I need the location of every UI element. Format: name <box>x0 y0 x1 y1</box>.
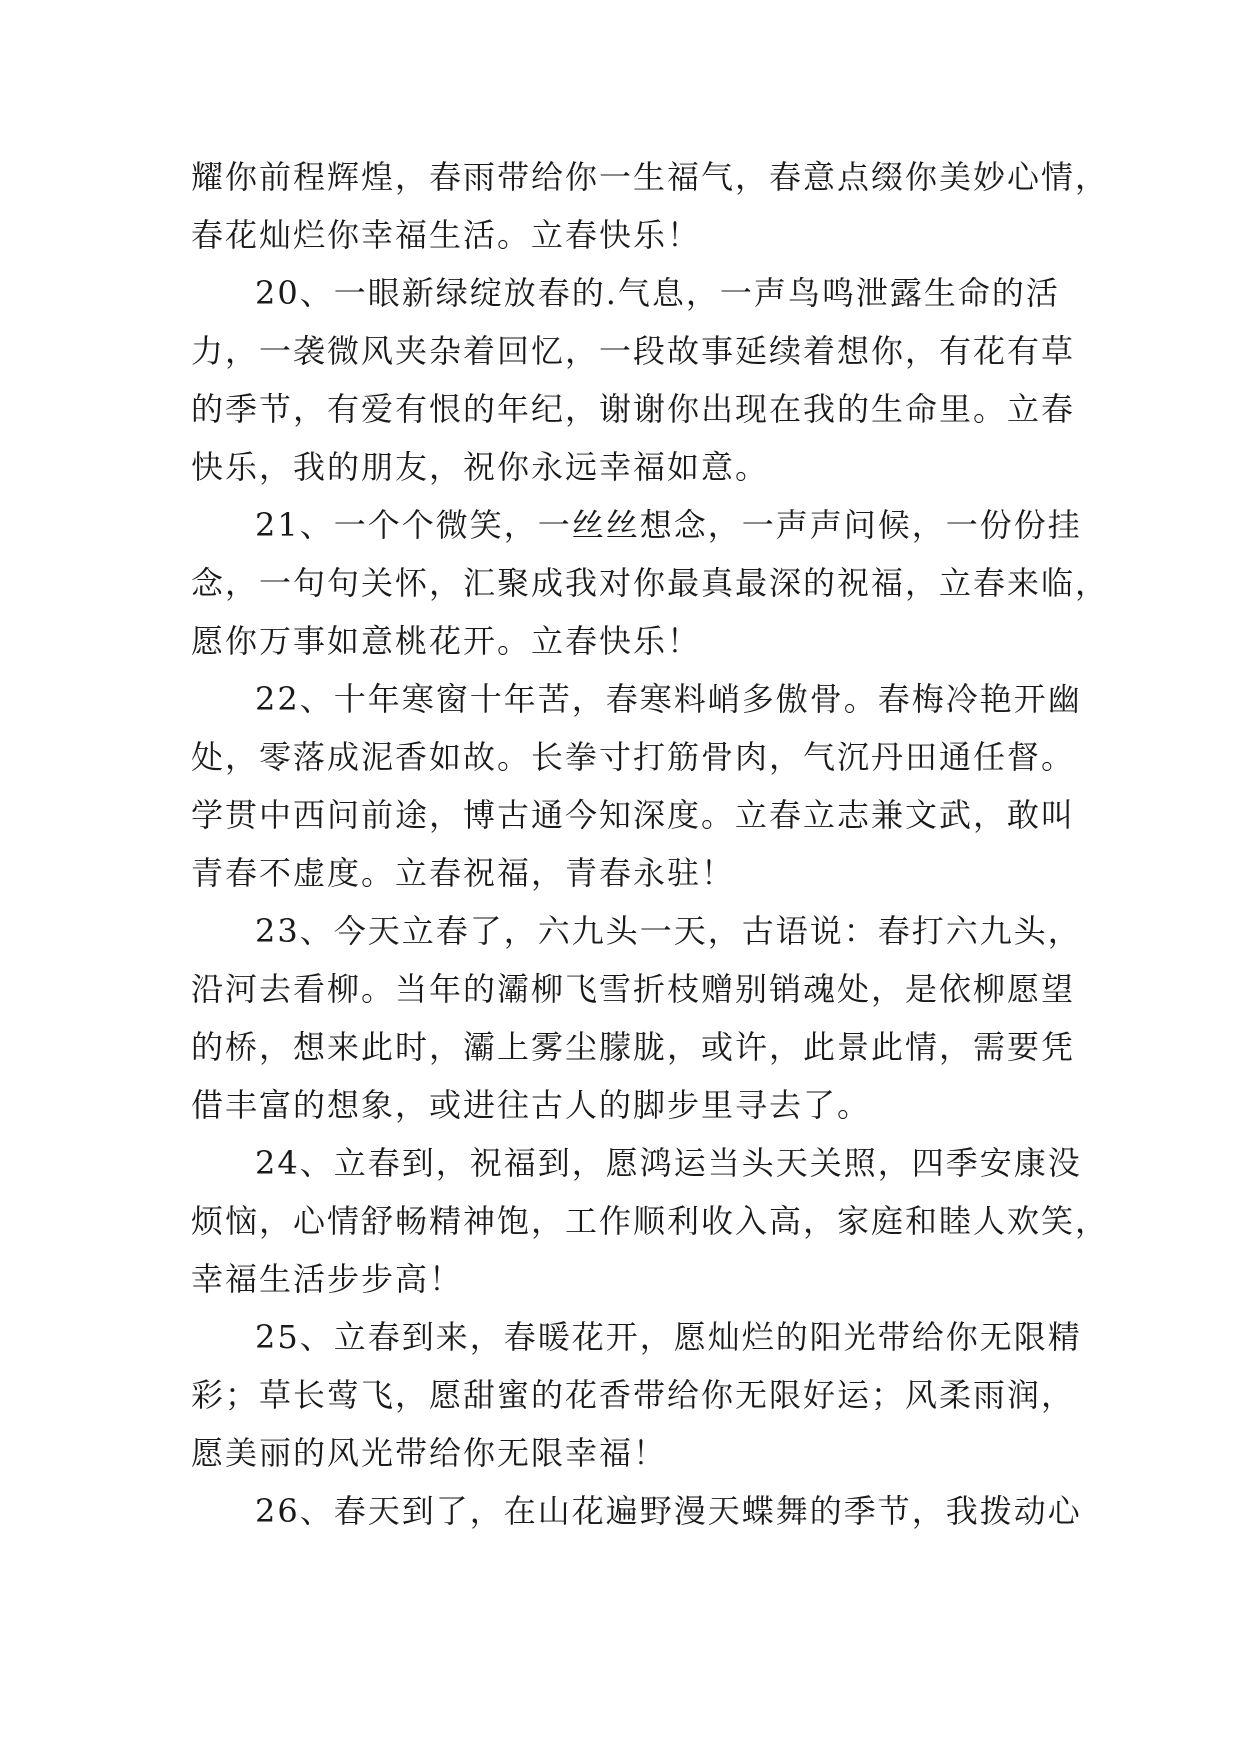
paragraph-start-23: 23、今天立春了，六九头一天，古语说：春打六九头， <box>255 912 1082 950</box>
text-line: 耀你前程辉煌，春雨带给你一生福气，春意点缀你美妙心情， <box>191 158 1110 196</box>
paragraph-start-26: 26、春天到了，在山花遍野漫天蝶舞的季节，我拨动心 <box>255 1492 1082 1530</box>
text-line: 的桥，想来此时，灞上雾尘朦胧，或许，此景此情，需要凭 <box>191 1028 1076 1066</box>
text-line: 念，一句句关怀，汇聚成我对你最真最深的祝福，立春来临， <box>191 564 1110 602</box>
paragraph-start-25: 25、立春到来，春暖花开，愿灿烂的阳光带给你无限精 <box>255 1318 1082 1356</box>
text-line: 青春不虚度。立春祝福，青春永驻！ <box>191 854 736 892</box>
text-line: 春花灿烂你幸福生活。立春快乐！ <box>191 216 702 254</box>
text-line: 彩；草长莺飞，愿甜蜜的花香带给你无限好运；风柔雨润， <box>191 1376 1076 1414</box>
text-line: 愿你万事如意桃花开。立春快乐！ <box>191 622 702 660</box>
text-line: 借丰富的想象，或进往古人的脚步里寻去了。 <box>191 1086 872 1124</box>
text-line: 的季节，有爱有恨的年纪，谢谢你出现在我的生命里。立春 <box>191 390 1076 428</box>
text-line: 快乐，我的朋友，祝你永远幸福如意。 <box>191 448 770 486</box>
text-line: 愿美丽的风光带给你无限幸福！ <box>191 1434 668 1472</box>
paragraph-start-22: 22、十年寒窗十年苦，春寒料峭多傲骨。春梅冷艳开幽 <box>255 680 1082 718</box>
paragraph-start-21: 21、一个个微笑，一丝丝想念，一声声问候，一份份挂 <box>255 506 1082 544</box>
text-line: 力，一袭微风夹杂着回忆，一段故事延续着想你，有花有草 <box>191 332 1076 370</box>
paragraph-start-20: 20、一眼新绿绽放春的.气息，一声鸟鸣泄露生命的活 <box>255 274 1060 312</box>
text-line: 沿河去看柳。当年的灞柳飞雪折枝赠别销魂处，是依柳愿望 <box>191 970 1076 1008</box>
text-line: 处，零落成泥香如故。长拳寸打筋骨肉，气沉丹田通任督。 <box>191 738 1076 776</box>
text-line: 烦恼，心情舒畅精神饱，工作顺利收入高，家庭和睦人欢笑， <box>191 1202 1110 1240</box>
text-line: 学贯中西问前途，博古通今知深度。立春立志兼文武，敢叫 <box>191 796 1076 834</box>
paragraph-start-24: 24、立春到，祝福到，愿鸿运当头天关照，四季安康没 <box>255 1144 1082 1182</box>
text-line: 幸福生活步步高！ <box>191 1260 464 1298</box>
document-body <box>191 148 1110 1540</box>
